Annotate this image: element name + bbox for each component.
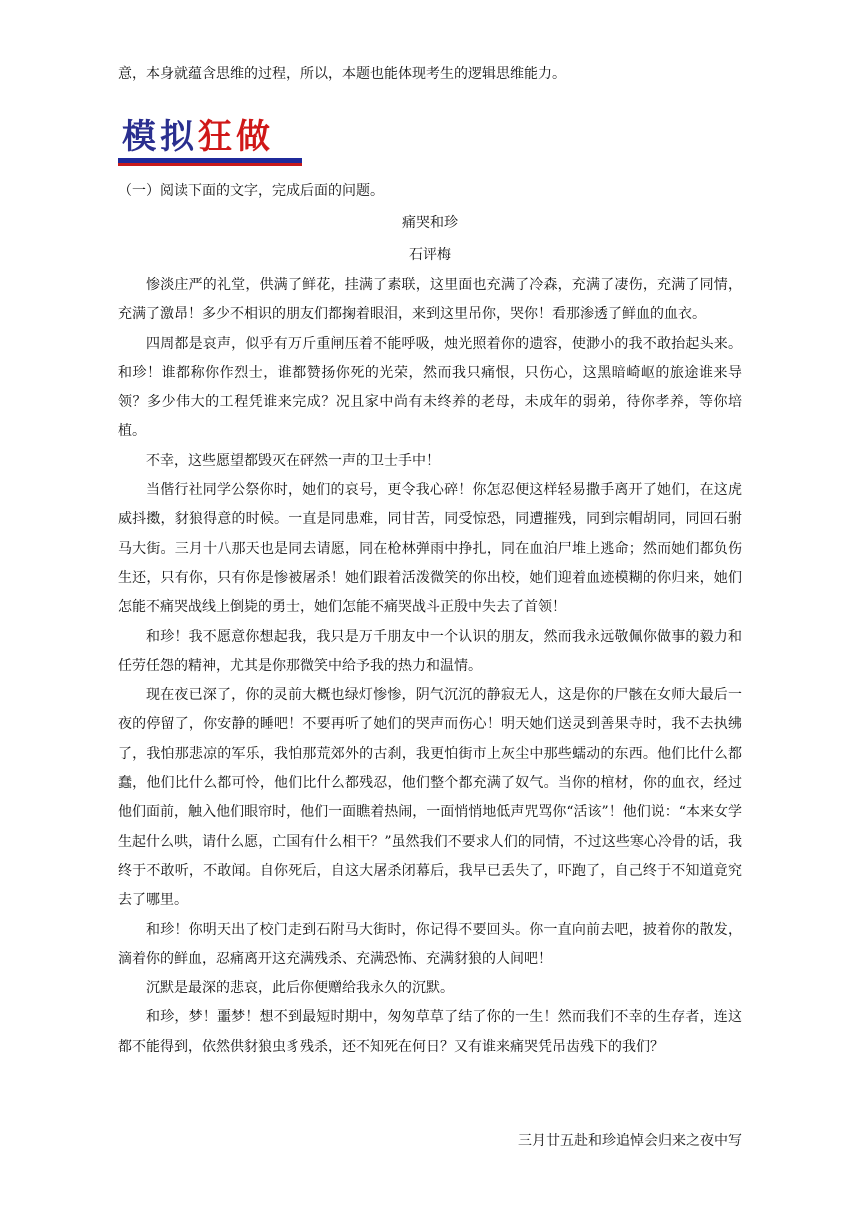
article-paragraph: 现在夜已深了，你的灵前大概也绿灯惨惨，阴气沉沉的静寂无人，这是你的尸骸在女师大最后一夜的停留了，你安静的睡吧！不要再听了她们的哭声而伤心！明天她们送灵到善果寺时，我不去执绋了，我怕那悲凉的军乐，我怕那荒郊外的古刹，我更怕街市上灰尘中那些蠕动的东西。他们比什么都蠢，他们比什么都可怜，他们比什么都残忍，他们整个都充满了奴气。当你的棺材，你的血衣，经过他们面前，触入他们眼帘时，他们一面瞧着热闹，一面悄悄地低声咒骂你“活该”！他们说：“本来女学生起什么哄，请什么愿，亡国有什么相干？”虽然我们不要求人们的同情，不过这些寒心冷骨的话，我终于不敢听，不敢闻。自你死后，自这大屠杀闭幕后，我早已丢失了，吓跑了，自己终于不知道竟究去了哪里。 [118,687,742,909]
section-banner [118,115,304,167]
article-signoff: 三月廿五赴和珍追悼会归来之夜中写 [518,1133,742,1149]
article-paragraph: 惨淡庄严的礼堂，供满了鲜花，挂满了素联，这里面也充满了冷森，充满了凄伤，充满了同情，充满了激昂！多少不相识的朋友们都掬着眼泪，来到这里吊你，哭你！看那渗透了鲜血的血衣。 [118,277,742,323]
article-title: 痛哭和珍 [402,215,458,231]
banner-title [122,117,274,157]
previous-text-line: 意，本身就蕴含思维的过程，所以，本题也能体现考生的逻辑思维能力。 [118,66,566,82]
article-author: 石评梅 [409,247,451,263]
article-paragraph: 沉默是最深的悲哀，此后你便赠给我永久的沉默。 [146,980,454,997]
article-paragraph: 当偕行社同学公祭你时，她们的哀号，更令我心碎！你怎忍便这样轻易撒手离开了她们，在这虎威抖擞，豺狼得意的时候。一直是同患难，同甘苦，同受惊恐，同遭摧残，同到宗帽胡同，同回石驸马大街。三月十八那天也是同去请愿，同在枪林弹雨中挣扎，同在血泊尸堆上逃命；然而她们都负伤生还，只有你，只有你是惨被屠杀！她们跟着活泼微笑的你出校，她们迎着血迹模糊的你归来，她们怎能不痛哭战线上倒毙的勇士，她们怎能不痛哭战斗正殷中失去了首领！ [118,482,742,616]
banner-title-part1: 模拟 [122,117,198,157]
article-paragraph: 不幸，这些愿望都毁灭在砰然一声的卫士手中！ [146,452,440,469]
article-paragraph: 四周都是哀声，似乎有万斤重闸压着不能呼吸，烛光照着你的遗容，使渺小的我不敢抬起头来。和珍！谁都称你作烈士，谁都赞扬你死的光荣，然而我只痛恨，只伤心，这黑暗崎岖的旅途谁来导领？多少伟大的工程凭谁来完成？况且家中尚有未终养的老母，未成年的弱弟，待你孝养，等你培植。 [118,335,742,440]
article-paragraph: 和珍！我不愿意你想起我，我只是万千朋友中一个认识的朋友，然而我永远敬佩你做事的毅力和任劳任怨的精神，尤其是你那微笑中给予我的热力和温情。 [118,628,742,674]
article-paragraph: 和珍！你明天出了校门走到石附马大街时，你记得不要回头。你一直向前去吧，披着你的散发，滴着你的鲜血，忍痛离开这充满残杀、充满恐怖、充满豺狼的人间吧！ [118,921,742,967]
article-body [118,271,742,1062]
article-paragraph: 和珍，梦！噩梦！想不到最短时期中，匆匆草草了结了你的一生！然而我们不幸的生存者，连这都不能得到，依然供豺狼虫豸残杀，还不知死在何日？又有谁来痛哭凭吊齿残下的我们？ [118,1009,742,1055]
banner-underline-red [118,163,302,166]
banner-title-part2: 狂做 [198,117,274,157]
question-intro: （一）阅读下面的文字，完成后面的问题。 [118,183,384,199]
